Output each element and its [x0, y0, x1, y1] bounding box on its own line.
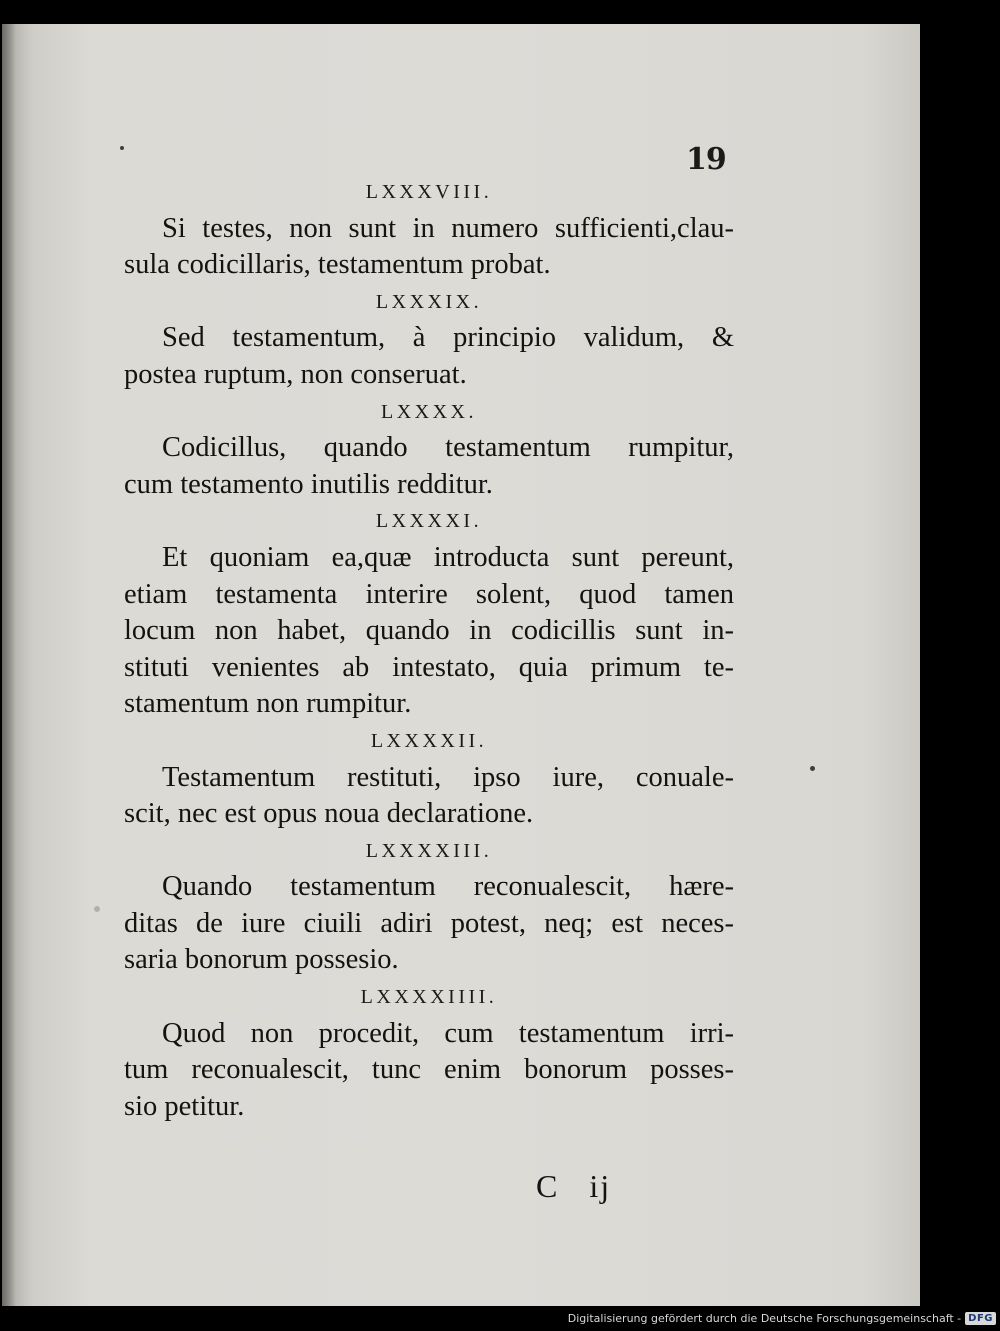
- footer-credit: [568, 1312, 996, 1325]
- text-line: Codicillus, quando testamentum rumpitur,: [162, 432, 734, 464]
- section-heading: LXXXX.: [381, 400, 477, 423]
- text-line: locum non habet, quando in codicillis sunt in-: [124, 615, 734, 647]
- dfg-logo: DFG: [965, 1312, 996, 1325]
- section-heading: LXXXXI.: [375, 510, 483, 533]
- text-line: etiam testamenta interire solent, quod tamen: [124, 578, 734, 610]
- section-heading: LXXXXIII.: [365, 839, 493, 862]
- text-line: scit, nec est opus noua declaratione.: [124, 798, 534, 830]
- text-line: sula codicillaris, testamentum probat.: [124, 249, 551, 281]
- text-line: Si testes, non sunt in numero sufficienti,clau-: [162, 212, 734, 244]
- page-number: 19: [686, 142, 726, 177]
- section-heading: LXXXXII.: [370, 729, 488, 752]
- text-line: Quando testamentum reconualescit, hære-: [162, 871, 734, 903]
- text-line: stituti venientes ab intestato, quia primum te-: [124, 651, 734, 683]
- page-text: [124, 174, 734, 1125]
- text-line: cum testamento inutilis redditur.: [124, 468, 493, 500]
- text-line: Et quoniam ea,quæ introducta sunt pereunt,: [162, 541, 734, 573]
- text-line: Sed testamentum, à principio validum, &: [162, 322, 734, 354]
- paper-stain: [94, 906, 100, 912]
- text-line: tum reconualescit, tunc enim bonorum posses-: [124, 1054, 734, 1086]
- paper-speck: [810, 766, 815, 771]
- text-line: postea ruptum, non conseruat.: [124, 358, 467, 390]
- section-heading: LXXXIX.: [375, 290, 483, 313]
- text-line: sio petitur.: [124, 1090, 245, 1122]
- book-page: [2, 24, 920, 1306]
- paper-speck: [120, 146, 124, 150]
- text-line: ditas de iure ciuili adiri potest, neq; est neces-: [124, 907, 734, 939]
- text-line: saria bonorum possesio.: [124, 944, 399, 976]
- text-line: Testamentum restituti, ipso iure, conuale-: [162, 761, 734, 793]
- signature-mark: C ij: [536, 1168, 612, 1204]
- text-line: Quod non procedit, cum testamentum irri-: [162, 1017, 734, 1049]
- section-heading: LXXXVIII.: [365, 181, 493, 203]
- footer-credit-text: Digitalisierung gefördert durch die Deutsche Forschungsgemeinschaft -: [567, 1312, 962, 1325]
- section-heading: LXXXXIIII.: [360, 986, 498, 1009]
- text-line: stamentum non rumpitur.: [124, 688, 412, 720]
